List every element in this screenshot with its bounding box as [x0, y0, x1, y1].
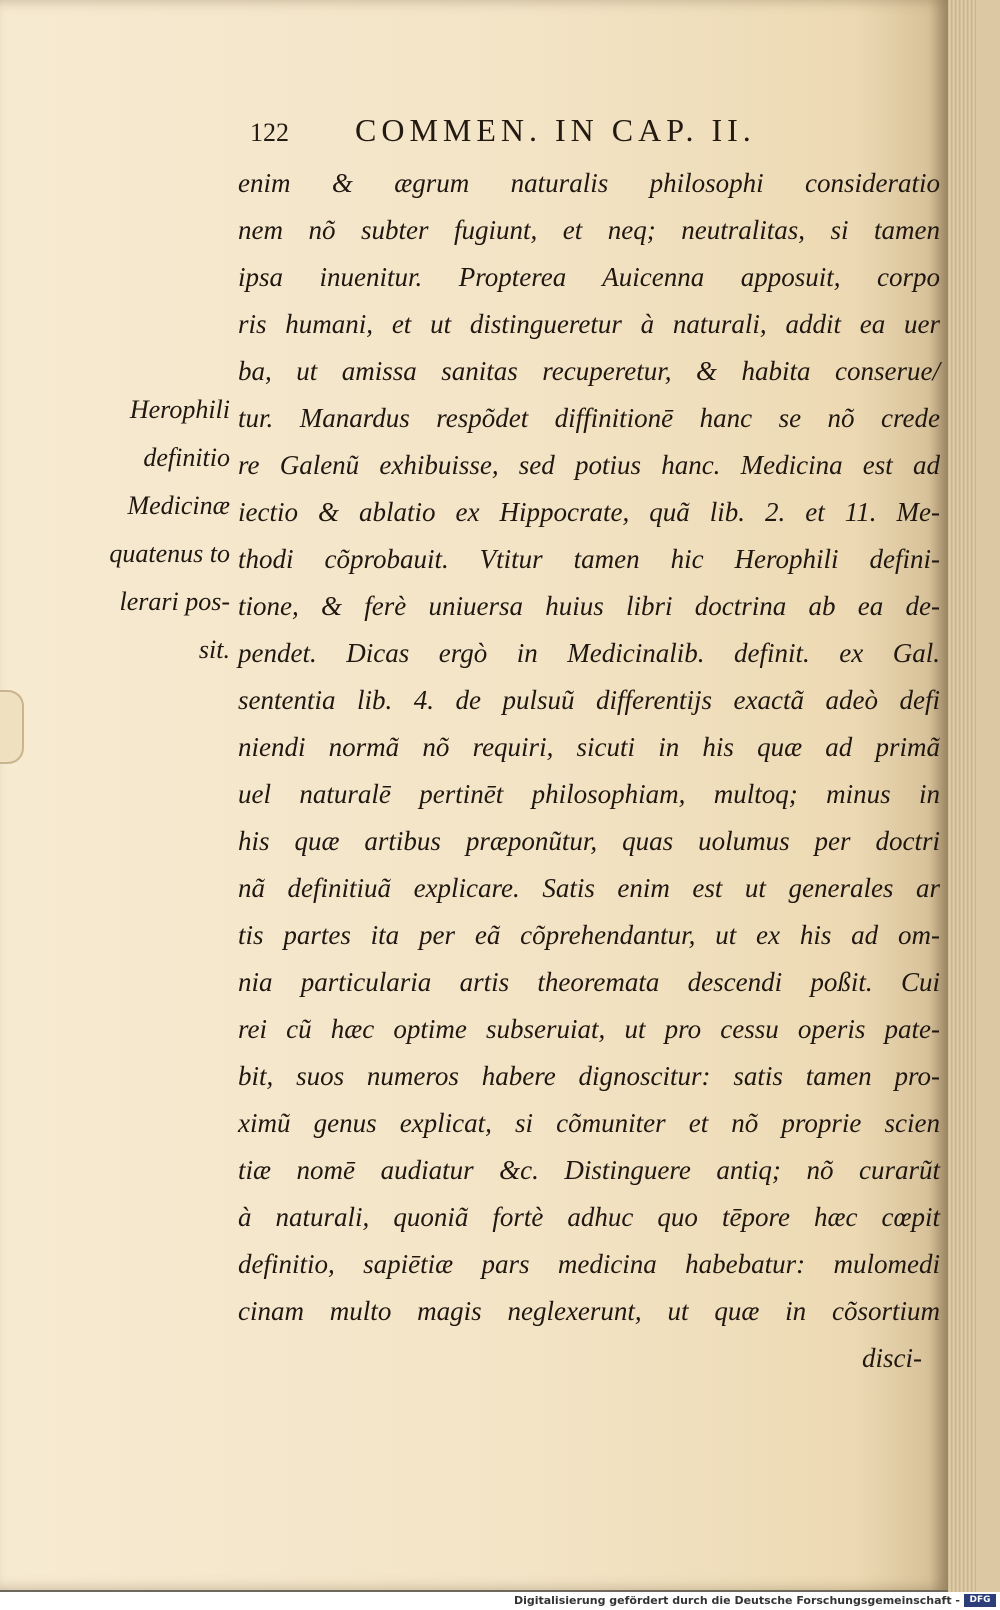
text-line: à naturali, quoniã fortè adhuc quo tēpore hæc cœpit [238, 1202, 940, 1232]
text-line: tis partes ita per eã cõprehendantur, ut ex his ad om- [238, 920, 940, 950]
digitization-credit: Digitalisierung gefördert durch die Deutsche Forschungsgemeinschaft - [513, 1594, 960, 1607]
text-line: nã definitiuã explicare. Satis enim est ut generales ar [238, 873, 940, 903]
binding-tab [0, 690, 24, 764]
text-line: iectio & ablatio ex Hippocrate, quã lib. 2. et 11. Me- [238, 497, 940, 527]
text-line: bit, suos numeros habere dignoscitur: satis tamen pro- [238, 1061, 940, 1091]
adjacent-page [976, 0, 1000, 1592]
text-line: thodi cõprobauit. Vtitur tamen hic Herophili defini- [238, 544, 940, 574]
catchword: disci- [862, 1343, 922, 1373]
marginal-note-line: quatenus to [109, 539, 230, 568]
text-line: cinam multo magis neglexerunt, ut quæ in cõsortium [238, 1296, 940, 1326]
text-line: nem nõ subter fugiunt, et neq; neutralitas, si tamen [238, 215, 940, 245]
text-line: rei cũ hæc optime subseruiat, ut pro cessu operis pate- [238, 1014, 940, 1044]
text-line: ris humani, et ut distingueretur à naturali, addit ea uer [238, 309, 940, 339]
text-line: tiæ nomē audiatur &c. Distinguere antiq; nõ curarũt [238, 1155, 940, 1185]
text-line: tione, & ferè uniuersa huius libri doctrina ab ea de- [238, 591, 940, 621]
page-edge [948, 0, 976, 1592]
text-line: sententia lib. 4. de pulsuũ differentijs exactã adeò defi [238, 685, 940, 715]
dfg-logo: DFG [964, 1594, 996, 1607]
text-line: definitio, sapiētiæ pars medicina habebatur: mulomedi [238, 1249, 940, 1279]
page-number: 122 [250, 118, 289, 147]
marginal-note [78, 386, 230, 674]
text-line: ximũ genus explicat, si cõmuniter et nõ proprie scien [238, 1108, 940, 1138]
text-line: uel naturalē pertinēt philosophiam, multoq; minus in [238, 779, 940, 809]
marginal-note-line: lerari pos- [119, 587, 230, 616]
running-head: COMMEN. IN CAP. II. [355, 112, 756, 148]
footer-bar [0, 1592, 1000, 1610]
marginal-note-line: Herophili [129, 395, 230, 424]
body-text [238, 160, 940, 1382]
text-line: pendet. Dicas ergò in Medicinalib. definit. ex Gal. [238, 638, 940, 668]
page-header [0, 112, 948, 152]
text-line: nia particularia artis theoremata descendi poßit. Cui [238, 967, 940, 997]
text-line: enim & ægrum naturalis philosophi consideratio [238, 168, 940, 198]
text-line: ba, ut amissa sanitas recuperetur, & habita conserue/ [238, 356, 940, 386]
text-line: niendi normã nõ requiri, sicuti in his quæ ad primã [238, 732, 940, 762]
marginal-note-line: Medicinæ [127, 491, 230, 520]
marginal-note-line: sit. [198, 635, 230, 664]
marginal-note-line: definitio [143, 443, 230, 472]
text-line: his quæ artibus præponũtur, quas uolumus per doctri [238, 826, 940, 856]
text-line: tur. Manardus respõdet diffinitionē hanc se nõ crede [238, 403, 940, 433]
text-line: re Galenũ exhibuisse, sed potius hanc. Medicina est ad [238, 450, 940, 480]
text-line: ipsa inuenitur. Propterea Auicenna apposuit, corpo [238, 262, 940, 292]
